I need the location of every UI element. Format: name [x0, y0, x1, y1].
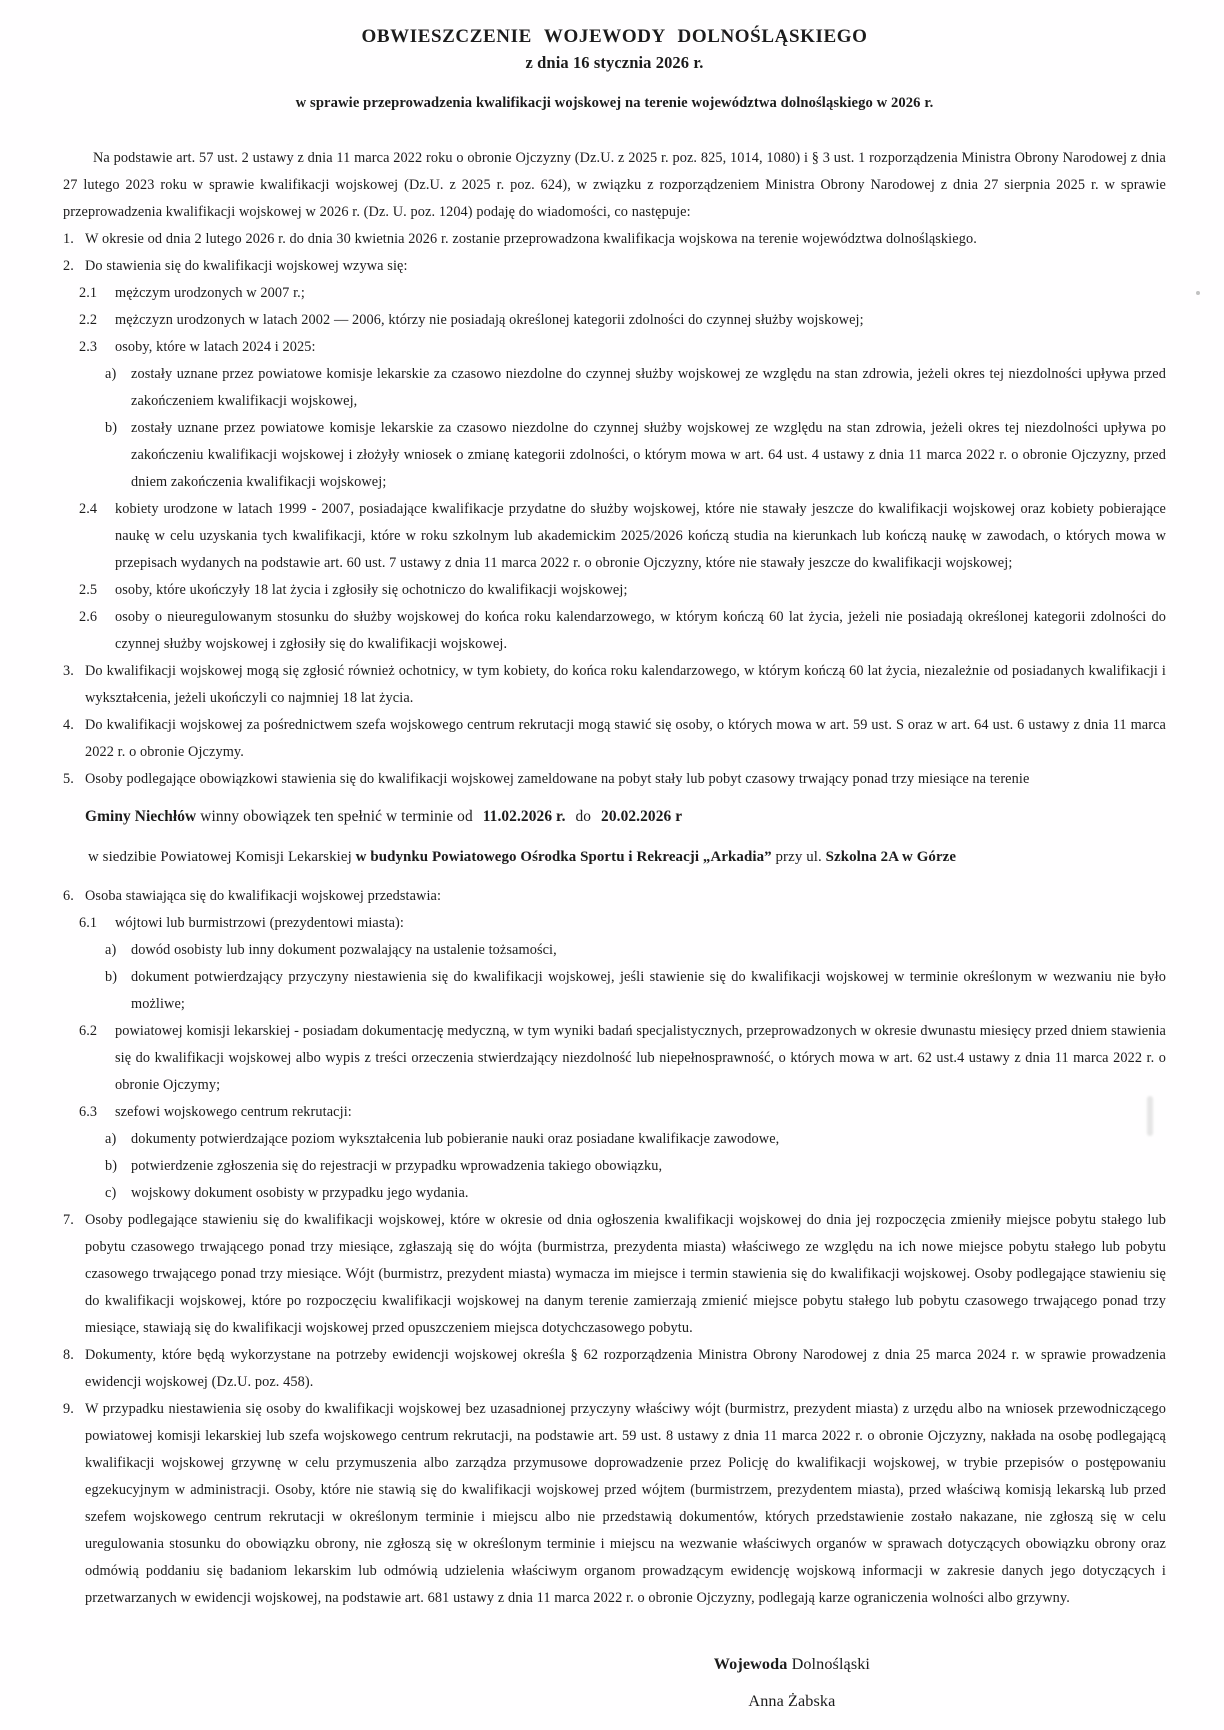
document-date: z dnia 16 stycznia 2026 r. [525, 53, 704, 72]
location-building: w budynku Powiatowego Ośrodka Sportu i Rekreacji „Arkadia” [355, 849, 772, 865]
item-2-3-a [105, 361, 1166, 415]
item-3 [63, 658, 1166, 712]
deadline-line [85, 803, 1166, 830]
item-number: 2.3 [79, 339, 98, 355]
item-text: dokumenty potwierdzające poziom wykształcenia lub pobieranie nauki oraz posiadane kwalifikacje zawodowe, [131, 1131, 780, 1147]
item-text: dowód osobisty lub inny dokument pozwalający na ustalenie tożsamości, [131, 942, 557, 958]
item-5 [63, 766, 1166, 793]
scan-artifact-dot [1196, 291, 1200, 295]
item-number: 6. [63, 888, 74, 904]
item-text: osoby o nieuregulowanym stosunku do służby wojskowej do końca roku kalendarzowego, w którym kończą 60 lat życia, jeżeli nie posiadają określonej kategorii zdolności do czynnej służby wojskowej i zgłosiły się do kwalifikacji wojskowej. [115, 609, 1166, 652]
date-to: 20.02.2026 r [601, 808, 683, 825]
item-8 [63, 1342, 1166, 1396]
item-2-1 [79, 280, 1166, 307]
item-text: kobiety urodzone w latach 1999 - 2007, posiadające kwalifikacje przydatne do służby wojskowej, które nie stawały jeszcze do kwalifikacji wojskowej oraz kobiety pobierające naukę w celu uzyskania tych kwalifikacji, które w roku szkolnym lub akademickim 2025/2026 kończą studia na kierunkach lub kończą naukę w zawodach, o których mowa w przepisach wydanych na podstawie art. 60 ust. 7 ustawy z dnia 11 marca 2022 r. o obronie Ojczyzny, które nie stawały jeszcze do kwalifikacji wojskowej; [115, 501, 1166, 571]
item-text: dokument potwierdzający przyczyny niestawienia się do kwalifikacji wojskowej, jeśli stawienie się do kwalifikacji wojskowej w terminie określonym w wezwaniu nie było możliwe; [131, 969, 1166, 1012]
item-6-3-c [105, 1180, 1166, 1207]
item-number: 2.1 [79, 285, 98, 301]
item-text: mężczym urodzonych w 2007 r.; [115, 285, 305, 301]
item-9 [63, 1396, 1166, 1612]
item-6-3 [79, 1099, 1166, 1126]
item-number: 5. [63, 771, 74, 787]
item-7 [63, 1207, 1166, 1342]
item-6-1-a [105, 937, 1166, 964]
item-text: osoby, które w latach 2024 i 2025: [115, 339, 316, 355]
item-6-1 [79, 910, 1166, 937]
item-2-5 [79, 577, 1166, 604]
item-number: a) [105, 366, 117, 382]
scan-artifact-smudge [1147, 1096, 1153, 1136]
deadline-text: winny obowiązek ten spełnić w terminie od [200, 808, 473, 825]
item-2-3 [79, 334, 1166, 361]
location-line [88, 844, 1166, 871]
item-number: a) [105, 1131, 117, 1147]
item-number: b) [105, 969, 118, 985]
signature-block [714, 1646, 870, 1720]
item-text: osoby, które ukończyły 18 lat życia i zgłosiły się ochotniczo do kwalifikacji wojskowej; [115, 582, 628, 598]
item-number: 6.3 [79, 1104, 98, 1120]
item-text: wójtowi lub burmistrzowi (prezydentowi miasta): [115, 915, 404, 931]
item-number: b) [105, 420, 118, 436]
item-number: b) [105, 1158, 118, 1174]
signature-role [714, 1646, 870, 1683]
item-2-3-b [105, 415, 1166, 496]
item-text: W okresie od dnia 2 lutego 2026 r. do dnia 30 kwietnia 2026 r. zostanie przeprowadzona kwalifikacja wojskowa na terenie województwa dolnośląskiego. [85, 231, 977, 247]
item-number: 2.5 [79, 582, 98, 598]
commune-name: Gminy Niechłów [85, 808, 197, 825]
item-text: Do kwalifikacji wojskowej za pośrednictwem szefa wojskowego centrum rekrutacji mogą stawić się osoby, o których mowa w art. 59 ust. S oraz w art. 64 ust. 6 ustawy z dnia 11 marca 2022 r. o obronie Ojczymy. [85, 717, 1166, 760]
item-text: Osoby podlegające obowiązkowi stawienia się do kwalifikacji wojskowej zameldowane na pobyt stały lub pobyt czasowy trwający ponad trzy miesiące na terenie [85, 771, 1030, 787]
item-number: c) [105, 1185, 117, 1201]
item-text: mężczyzn urodzonych w latach 2002 — 2006, którzy nie posiadają określonej kategorii zdolności do czynnej służby wojskowej; [115, 312, 864, 328]
signature-role-region: Dolnośląski [791, 1655, 871, 1673]
item-number: 9. [63, 1401, 74, 1417]
item-2-6 [79, 604, 1166, 658]
document-title: OBWIESZCZENIE WOJEWODY DOLNOŚLĄSKIEGO [361, 26, 868, 47]
item-text: wojskowy dokument osobisty w przypadku jego wydania. [131, 1185, 469, 1201]
item-2-2 [79, 307, 1166, 334]
item-number: 8. [63, 1347, 74, 1363]
item-1 [63, 226, 1166, 253]
item-4 [63, 712, 1166, 766]
item-number: 2.4 [79, 501, 98, 517]
item-text: Dokumenty, które będą wykorzystane na potrzeby ewidencji wojskowej określa § 62 rozporządzenia Ministra Obrony Narodowej z dnia 25 marca 2024 r. w sprawie prowadzenia ewidencji wojskowej (Dz.U. poz. 458). [85, 1347, 1166, 1390]
signature-role-title: Wojewoda [713, 1655, 788, 1673]
item-number: 6.1 [79, 915, 98, 931]
item-text: szefowi wojskowego centrum rekrutacji: [115, 1104, 352, 1120]
location-text: przy ul. [775, 849, 822, 865]
item-6-3-a [105, 1126, 1166, 1153]
deadline-text: do [575, 808, 592, 825]
item-text: W przypadku niestawienia się osoby do kwalifikacji wojskowej bez uzasadnionej przyczyny właściwy wójt (burmistrz, prezydent miasta) z urzędu albo na wniosek przewodniczącego powiatowej komisji lekarskiej lub szefa wojskowego centrum rekrutacji, na podstawie art. 59 ust. 8 ustawy z dnia 11 marca 2022 r. o obronie Ojczyzny, nakłada na osobę podlegającą kwalifikacji wojskowej grzywnę w celu przymuszenia albo zarządza przymusowe doprowadzenie przez Policję do kwalifikacji wojskowej, w trybie przepisów o postępowaniu egzekucyjnym w administracji. Osoby, które nie stawią się do kwalifikacji wojskowej przed wójtem (burmistrzem, prezydentem miasta), przed właściwą komisją lekarską lub przed szefem wojskowego centrum rekrutacji w określonym terminie i miejscu albo nie przedstawią dokumentów, których przedstawienie zostało nakazane, nie zgłoszą się w celu uregulowania stosunku do obowiązku obrony, nie zgłoszą się w określonym terminie i miejscu na wezwanie właściwych organów w sprawach dotyczących obowiązku obrony oraz odmówią poddaniu się badaniom lekarskim lub odmówią udzielenia właściwym organom prowadzącym ewidencję wojskową informacji w zakresie danych jego dotyczących i przetwarzanych w ewidencji wojskowej, na podstawie art. 681 ustawy z dnia 11 marca 2022 r. o obronie Ojczyzny, podlegają karze ograniczenia wolności albo grzywny. [85, 1401, 1166, 1606]
item-text: Osoba stawiająca się do kwalifikacji wojskowej przedstawia: [85, 888, 442, 904]
signature-name: Anna Żabska [748, 1692, 836, 1710]
location-text: w siedzibie Powiatowej Komisji Lekarskiej [88, 849, 352, 865]
preamble: Na podstawie art. 57 ust. 2 ustawy z dnia 11 marca 2022 roku o obronie Ojczyzny (Dz.U. z 2025 r. poz. 825, 1014, 1080) i § 3 ust. 1 rozporządzenia Ministra Obrony Narodowej z dnia 27 lutego 2023 roku w sprawie kwalifikacji wojskowej (Dz.U. z 2025 r. poz. 624), w związku z rozporządzeniem Ministra Obrony Narodowej z dnia 27 sierpnia 2025 r. w sprawie przeprowadzenia kwalifikacji wojskowej w 2026 r. (Dz. U. poz. 1204) podaję do wiadomości, co następuje: [63, 150, 1166, 220]
item-6-2 [79, 1018, 1166, 1099]
item-2 [63, 253, 1166, 280]
item-number: 7. [63, 1212, 74, 1228]
item-text: zostały uznane przez powiatowe komisje lekarskie za czasowo niezdolne do czynnej służby wojskowej ze względu na stan zdrowia, jeżeli okres tej niezdolności upływa po zakończeniu kwalifikacji wojskowej i złożyły wniosek o zmianę kategorii zdolności, o którym mowa w art. 64 ust. 4 ustawy z dnia 11 marca 2022 r. o obronie Ojczyzny, przed dniem zakończenia kwalifikacji wojskowej; [131, 420, 1166, 490]
item-6 [63, 883, 1166, 910]
item-number: 2.6 [79, 609, 98, 625]
item-text: zostały uznane przez powiatowe komisje lekarskie za czasowo niezdolne do czynnej służby wojskowej ze względu na stan zdrowia, jeżeli okres tej niezdolności upływa przed zakończeniem kwalifikacji wojskowej, [131, 366, 1166, 409]
item-number: 1. [63, 231, 74, 247]
item-6-3-b [105, 1153, 1166, 1180]
item-number: 4. [63, 717, 74, 733]
item-text: Do kwalifikacji wojskowej mogą się zgłosić również ochotnicy, w tym kobiety, do końca roku kalendarzowego, w którym kończą 60 lat życia, niezależnie od posiadanych kwalifikacji i wykształcenia, jeżeli ukończyli co najmniej 18 lat życia. [85, 663, 1166, 706]
item-number: 2. [63, 258, 74, 274]
item-number: 6.2 [79, 1023, 98, 1039]
item-number: 2.2 [79, 312, 98, 328]
item-text: potwierdzenie zgłoszenia się do rejestracji w przypadku wprowadzenia takiego obowiązku, [131, 1158, 663, 1174]
date-from: 11.02.2026 r. [482, 808, 566, 825]
document-subject: w sprawie przeprowadzenia kwalifikacji wojskowej na terenie województwa dolnośląskiego w 2026 r. [295, 95, 934, 111]
item-number: a) [105, 942, 117, 958]
item-number: 3. [63, 663, 74, 679]
item-text: Do stawienia się do kwalifikacji wojskowej wzywa się: [85, 258, 408, 274]
item-6-1-b [105, 964, 1166, 1018]
location-address: Szkolna 2A w Górze [825, 849, 957, 865]
item-2-4 [79, 496, 1166, 577]
item-text: powiatowej komisji lekarskiej - posiadam dokumentację medyczną, w tym wyniki badań specjalistycznych, przeprowadzonych w okresie dwunastu miesięcy przed dniem stawienia się do kwalifikacji wojskowej albo wypis z treści orzeczenia stwierdzający niezdolność lub niepełnosprawność, o których mowa w art. 62 ust.4 ustawy z dnia 11 marca 2022 r. o obronie Ojczymy; [115, 1023, 1166, 1093]
item-text: Osoby podlegające stawieniu się do kwalifikacji wojskowej, które w okresie od dnia ogłoszenia kwalifikacji wojskowej do dnia jej rozpoczęcia zmieniły miejsce pobytu stałego lub pobytu czasowego trwającego ponad trzy miesiące, zgłaszają się do wójta (burmistrza, prezydenta miasta) właściwego ze względu na ich nowe miejsce pobytu stałego lub pobytu czasowego trwającego ponad trzy miesiące. Wójt (burmistrz, prezydent miasta) wymacza im miejsce i termin stawienia się do kwalifikacji wojskowej. Osoby podlegające stawieniu się do kwalifikacji wojskowej, które po rozpoczęciu kwalifikacji wojskowej na danym terenie zamierzają zmienić miejsce pobytu stałego lub pobytu czasowego trwającego ponad trzy miesiące, stawiają się do kwalifikacji wojskowej przed opuszczeniem miejsca dotychczasowego pobytu. [85, 1212, 1166, 1336]
